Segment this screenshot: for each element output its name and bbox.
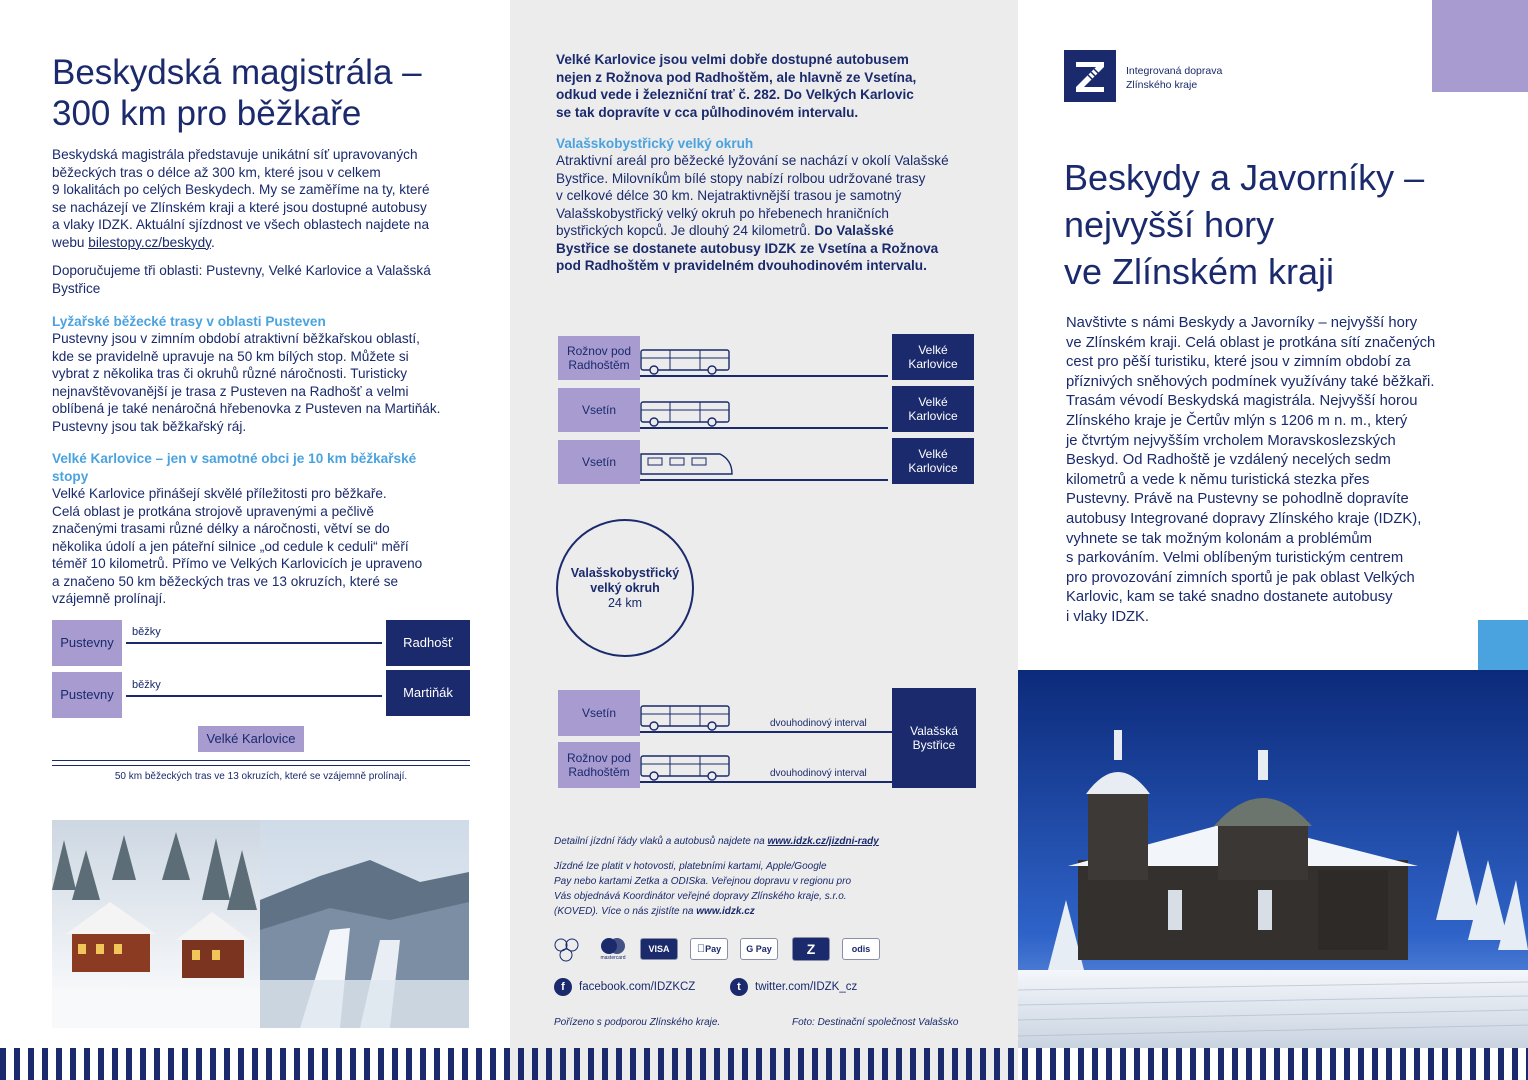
left-title: Beskydská magistrála – 300 km pro běžkaře: [52, 53, 422, 133]
lavender-square: [1432, 0, 1528, 92]
conn5-interval: dvouhodinový interval: [770, 768, 867, 779]
facebook-icon: f: [554, 978, 572, 996]
conn3-line: [640, 479, 888, 481]
karlovice-rule-1: [52, 760, 470, 761]
twitter-icon: t: [730, 978, 748, 996]
coins-icon: [552, 937, 584, 963]
facebook-link[interactable]: f facebook.com/IDZKCZ: [554, 978, 695, 996]
pustevny-photo: [52, 820, 260, 1028]
karlovice-body: Velké Karlovice přinášejí skvělé příležitosti pro běžkaře. Celá oblast je protkána strojově upravenými a pečlivě značenými trasami různé délky a náročnosti, větví se do několika údolí a jen páteřní silnice „od cedule k ceduli“ měří téměř 10 kilometrů. Přímo ve Velkých Karlovicích je upraveno a značeno 50 km běžeckých tras ve 13 okruzích, které se vzájemně prolínají.: [52, 486, 423, 606]
apple-pay-icon: Pay: [690, 938, 728, 960]
conn5-from: Rožnov pod Radhoštěm: [558, 742, 640, 788]
left-panel: [0, 0, 510, 1080]
left-recommend: Doporučujeme tři oblasti: Pustevny, Velké Karlovice a Valašská Bystřice: [52, 263, 431, 296]
twitter-link[interactable]: t twitter.com/IDZK_cz: [730, 978, 857, 996]
sky-square: [1478, 620, 1528, 670]
chapel-photo: [1018, 670, 1528, 1048]
conn2-from: Vsetín: [558, 388, 640, 432]
payment-info: Jízdné lze platit v hotovosti, platebními kartami, Apple/Google Pay nebo kartami Zetka a ODISka. Veřejnou dopravu v regionu pro Vás objednává Koordinátor veřejné dopravy Zlínského kraje, s.r.o. (KOVED). Více o nás zjistíte na www.idzk.cz: [554, 861, 852, 917]
idzk-link[interactable]: www.idzk.cz: [696, 906, 755, 917]
zetka-icon: Z: [792, 937, 830, 961]
footer-support: Pořízeno s podporou Zlínského kraje.: [554, 1017, 721, 1028]
conn45-to: Valašská Bystřice: [892, 688, 976, 788]
karlovice-box: Velké Karlovice: [198, 726, 304, 752]
karlovice-rule-2: [52, 765, 470, 766]
conn1-from: Rožnov pod Radhoštěm: [558, 336, 640, 380]
bilestopy-link[interactable]: bilestopy.cz/beskydy: [88, 234, 211, 250]
timetable-link[interactable]: www.idzk.cz/jizdni-rady: [767, 836, 879, 847]
mastercard-icon: mastercard: [596, 937, 630, 963]
right-body: Navštivte s námi Beskydy a Javorníky – nejvyšší hory ve Zlínském kraji. Celá oblast je protkána sítí značených cest pro pěší turistiku, které jsou v zimním období za příznivých sněhových podmínek využívány také běžkaři. Trasám vévodí Beskydská magistrála. Nejvyšší horou Zlínského kraje je Čertův mlýn s 1206 m n. m., který je čtvrtým nejvyšším vrcholem Moravskoslezských Beskyd. Od Radhoště je vzdálený necelých sedm kilometrů a vede k němu turistická stezka přes Pustevny. Právě na Pustevny se pohodlně dopravíte autobusy Integrované dopravy Zlínského kraje (IDZK), vyhnete se tak možným kolonám a problémům s parkováním. Velmi oblíbeným turistickým centrem pro provozování zimních sportů je pak oblast Velkých Karlovic, kam se také snadno dostanete autobusy i vlaky IDZK.: [1066, 315, 1436, 625]
route1-mode: běžky: [132, 626, 161, 638]
route1-from: Pustevny: [52, 620, 122, 666]
train-icon: [640, 448, 734, 483]
loop-circle: Valašskobystřický velký okruh 24 km: [556, 519, 694, 657]
conn4-from: Vsetín: [558, 690, 640, 736]
route2-from: Pustevny: [52, 672, 122, 718]
pustevny-heading: Lyžařské běžecké trasy v oblasti Pusteven: [52, 314, 326, 329]
mid-section-heading: Valašskobystřický velký okruh: [556, 136, 754, 151]
middle-panel: [510, 0, 1018, 1080]
right-title: Beskydy a Javorníky – nejvyšší hory ve Zlínském kraji: [1064, 157, 1425, 292]
idzk-logo: [1064, 50, 1116, 102]
conn2-to: Velké Karlovice: [892, 386, 974, 432]
mid-section-body: Atraktivní areál pro běžecké lyžování se nachází v okolí Valašské Bystřice. Milovníkům bílé stopy nabízí rolbou udržované trasy v celkové délce 30 km. Nejatraktivnější trasou je samotný Valašskobystřický velký okruh po hřebenech hraničních bystřických kopců. Je dlouhý 24 kilometrů. Do Valašské Bystřice se dostanete autobusy IDZK ze Vsetína a Rožnova pod Radhoštěm v pravidelném dvouhodinovém intervalu.: [556, 153, 949, 273]
conn1-line: [640, 375, 888, 377]
route2-mode: běžky: [132, 679, 161, 691]
route1-line: [126, 642, 382, 644]
conn4-interval: dvouhodinový interval: [770, 718, 867, 729]
route1-to: Radhošť: [386, 620, 470, 666]
conn4-line: [640, 731, 892, 733]
odis-icon: odis: [842, 938, 880, 960]
mid-intro: Velké Karlovice jsou velmi dobře dostupné autobusem nejen z Rožnova pod Radhoštěm, ale hlavně ze Vsetína, odkud vede i železniční trať č. 282. Do Velkých Karlovic se tak dopravíte v cca půlhodinovém intervalu.: [556, 52, 917, 120]
logo-text: Integrovaná doprava Zlínského kraje: [1126, 65, 1223, 91]
route2-line: [126, 695, 382, 697]
timetable-info: Detailní jízdní řády vlaků a autobusů najdete na www.idzk.cz/jizdni-rady: [554, 836, 879, 847]
conn5-line: [640, 781, 892, 783]
route2-to: Martiňák: [386, 670, 470, 716]
karlovice-heading: Velké Karlovice – jen v samotné obci je 10 km běžkařské stopy: [52, 451, 417, 484]
footer-photo-credit: Foto: Destinační společnost Valašsko: [792, 1017, 959, 1028]
visa-icon: VISA: [640, 938, 678, 960]
conn3-from: Vsetín: [558, 440, 640, 484]
karlovice-caption: 50 km běžeckých tras ve 13 okruzích, které se vzájemně prolínají.: [114, 771, 408, 782]
right-panel: [1018, 0, 1528, 1080]
conn2-line: [640, 427, 888, 429]
karlovice-photo: [260, 820, 469, 1028]
google-pay-icon: G Pay: [740, 938, 778, 960]
left-intro: Beskydská magistrála představuje unikátní síť upravovaných běžeckých tras o délce až 300 km, které jsou v celkem 9 lokalitách po celých Beskydech. My se zaměříme na ty, které se nacházejí ve Zlínském kraji a které jsou dostupné autobusy a vlaky IDZK. Aktuální sjízdnost ve všech oblastech najdete na webu bilestopy.cz/beskydy.: [52, 147, 430, 250]
bottom-stripe-decoration: [0, 1048, 1528, 1080]
pustevny-body: Pustevny jsou v zimním období atraktivní běžkařskou oblastí, kde se pravidelně upravuje na 50 km bílých stop. Můžete si vybrat z několika tras či okruhů různé náročnosti. Turisticky nejnavštěvovanější je trasa z Pusteven na Radhošť a velmi oblíbená je také nenáročná hřebenovka z Pusteven na Martiňák. Pustevny jsou tak běžkařský ráj.: [52, 331, 441, 434]
conn3-to: Velké Karlovice: [892, 438, 974, 484]
conn1-to: Velké Karlovice: [892, 334, 974, 380]
